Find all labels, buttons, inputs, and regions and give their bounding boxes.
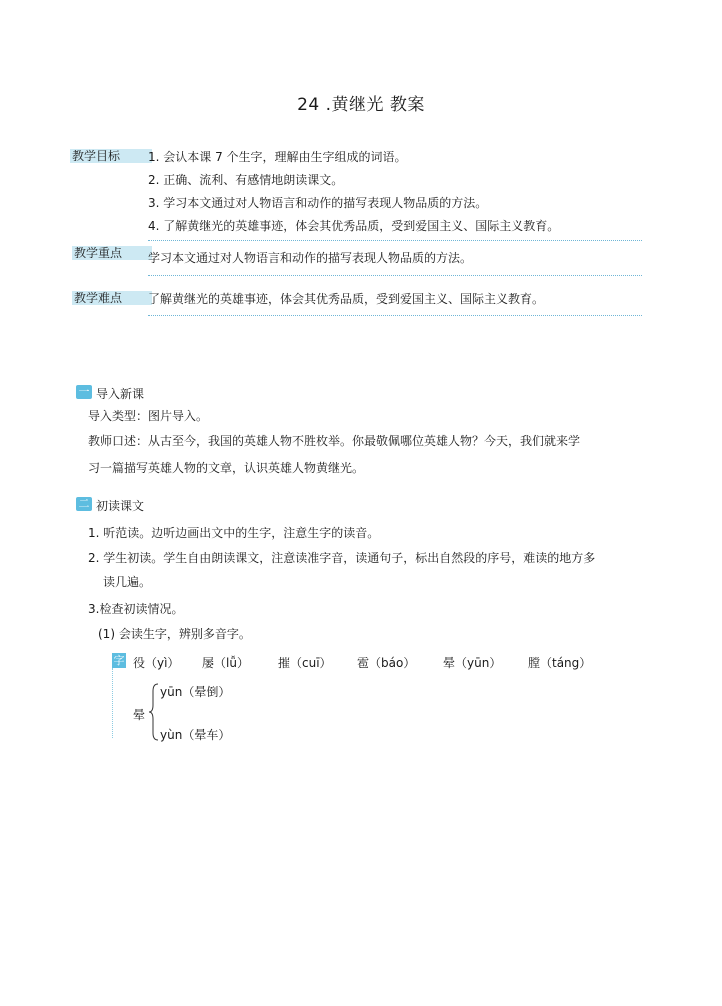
goal-item: 1. 会认本课 7 个生字，理解由生字组成的词语。 (148, 150, 407, 164)
character-pinyin: 役（yì） (133, 656, 180, 670)
paragraph: 导入类型：图片导入。 (88, 409, 209, 423)
goal-item: 3. 学习本文通过对人物语言和动作的描写表现人物品质的方法。 (148, 196, 488, 210)
goal-item: 4. 了解黄继光的英雄事迹，体会其优秀品质，受到爱国主义、国际主义教育。 (148, 219, 560, 233)
key-label: 教学重点 (72, 246, 152, 260)
list-item: 2. 学生初读。学生自由朗读课文，注意读准字音，读通句子，标出自然段的序号，难读的地方多 (88, 551, 596, 565)
key-text: 学习本文通过对人物语言和动作的描写表现人物品质的方法。 (148, 251, 473, 265)
character-section-icon: 字 (113, 654, 125, 667)
character-pinyin: 摧（cuī） (278, 656, 332, 670)
character-pinyin: 雹（báo） (357, 656, 416, 670)
guide-line (112, 668, 113, 738)
section-number-badge: 一 (76, 385, 92, 399)
list-item: 3.检查初读情况。 (88, 602, 184, 616)
paragraph: 教师口述：从古至今，我国的英雄人物不胜枚举。你最敬佩哪位英雄人物？今天，我们就来学 (88, 434, 581, 448)
paragraph: 习一篇描写英雄人物的文章，认识英雄人物黄继光。 (88, 461, 365, 475)
divider (148, 275, 642, 276)
brace-icon (148, 683, 160, 741)
polyphone-reading: yūn（晕倒） (160, 685, 231, 699)
character-pinyin: 屡（lǚ） (202, 656, 249, 670)
character-pinyin: 膛（táng） (528, 656, 592, 670)
goal-item: 2. 正确、流利、有感情地朗读课文。 (148, 173, 344, 187)
polyphone-reading: yùn（晕车） (160, 728, 231, 742)
section-title: 初读课文 (96, 499, 145, 513)
divider (148, 240, 642, 241)
goals-label: 教学目标 (70, 149, 152, 163)
section-title: 导入新课 (96, 387, 145, 401)
list-item: 1. 听范读。边听边画出文中的生字，注意生字的读音。 (88, 526, 380, 540)
sub-item: (1) 会读生字，辨别多音字。 (98, 627, 251, 641)
section-number-badge: 二 (76, 497, 92, 511)
difficult-text: 了解黄继光的英雄事迹，体会其优秀品质，受到爱国主义、国际主义教育。 (148, 292, 545, 306)
list-item: 读几遍。 (103, 575, 152, 589)
page-title: 24 .黄继光 教案 (297, 95, 425, 115)
divider (148, 315, 642, 316)
difficult-label: 教学难点 (72, 291, 152, 305)
character-pinyin: 晕（yūn） (443, 656, 502, 670)
polyphone-character: 晕 (133, 708, 146, 722)
